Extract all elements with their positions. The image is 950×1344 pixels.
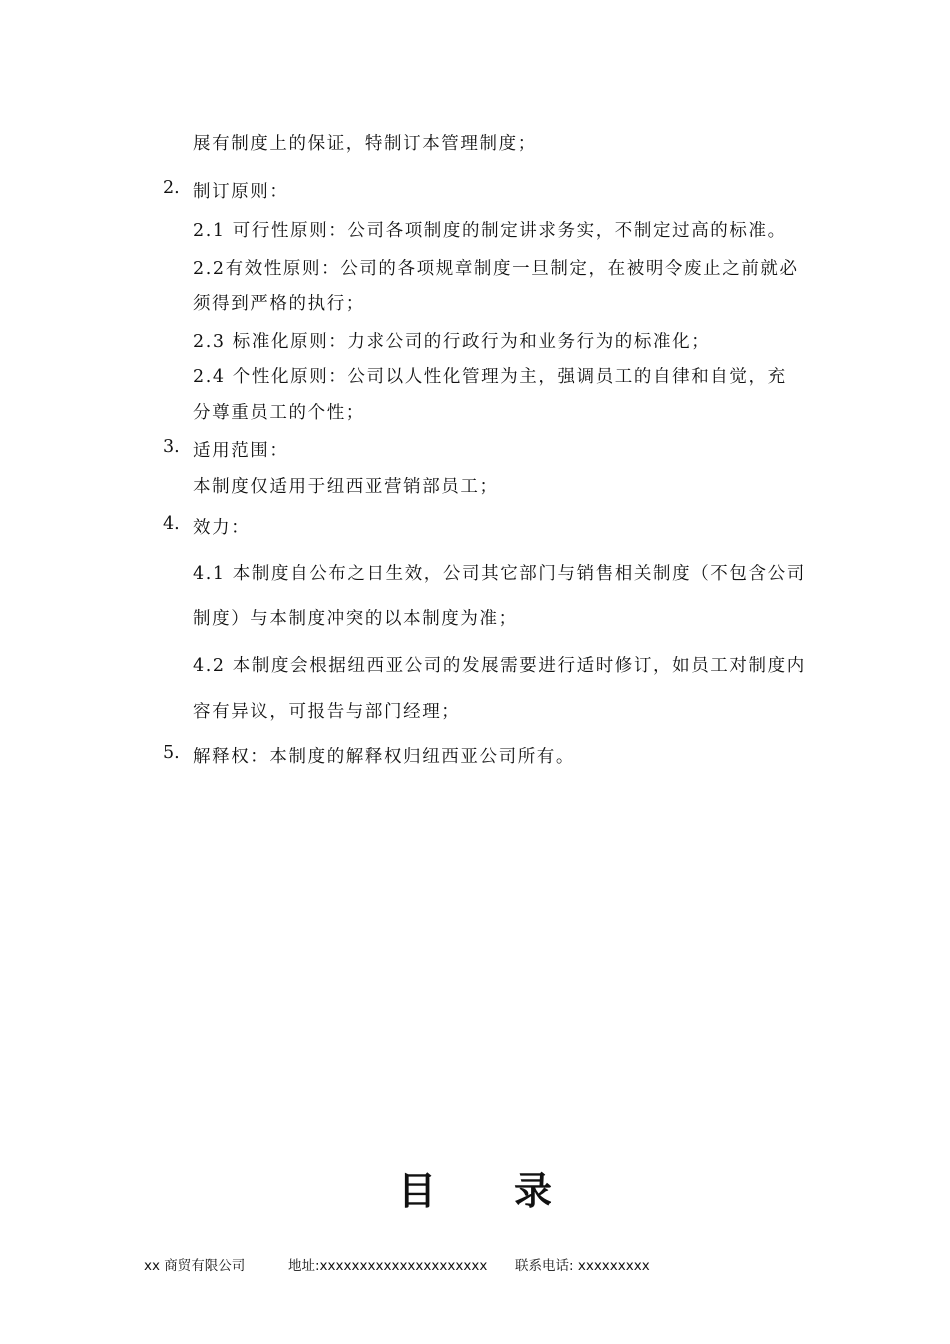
list-number-5: 5. — [163, 743, 180, 763]
section-heading-validity: 效力： — [193, 518, 251, 538]
paragraph-4-1-line2: 制度）与本制度冲突的以本制度为准； — [193, 609, 518, 629]
paragraph-4-2-line2: 容有异议，可报告与部门经理； — [193, 702, 461, 722]
paragraph-2-4-line1: 2.4 个性化原则：公司以人性化管理为主，强调员工的自律和自觉，充 — [193, 367, 787, 387]
toc-title-char-1: 目 — [397, 1169, 436, 1213]
paragraph-scope: 本制度仅适用于纽西亚营销部员工； — [193, 477, 499, 497]
list-number-3: 3. — [163, 437, 180, 457]
paragraph-4-2-line1: 4.2 本制度会根据纽西亚公司的发展需要进行适时修订，如员工对制度内 — [193, 656, 806, 676]
toc-title — [0, 1160, 950, 1215]
list-number-4: 4. — [163, 514, 180, 534]
section-interpretation: 解释权：本制度的解释权归纽西亚公司所有。 — [193, 747, 575, 767]
paragraph-intro-continued: 展有制度上的保证，特制订本管理制度； — [193, 134, 537, 154]
footer-phone: 联系电话: xxxxxxxxx — [515, 1258, 650, 1274]
paragraph-4-1-line1: 4.1 本制度自公布之日生效，公司其它部门与销售相关制度（不包含公司 — [193, 564, 806, 584]
footer-company: xx 商贸有限公司 — [144, 1258, 246, 1274]
section-heading-scope: 适用范围： — [193, 441, 289, 461]
list-number-2: 2. — [163, 178, 180, 198]
toc-title-char-2: 录 — [514, 1169, 553, 1213]
paragraph-2-2-line1: 2.2有效性原则：公司的各项规章制度一旦制定，在被明令废止之前就必 — [193, 259, 799, 279]
paragraph-2-4-line2: 分尊重员工的个性； — [193, 403, 365, 423]
footer-address: 地址:xxxxxxxxxxxxxxxxxxxxx — [288, 1258, 488, 1274]
paragraph-2-2-line2: 须得到严格的执行； — [193, 294, 365, 314]
section-heading-principles: 制订原则： — [193, 182, 289, 202]
paragraph-2-3: 2.3 标准化原则：力求公司的行政行为和业务行为的标准化； — [193, 332, 711, 352]
paragraph-2-1: 2.1 可行性原则：公司各项制度的制定讲求务实，不制定过高的标准。 — [193, 221, 787, 241]
